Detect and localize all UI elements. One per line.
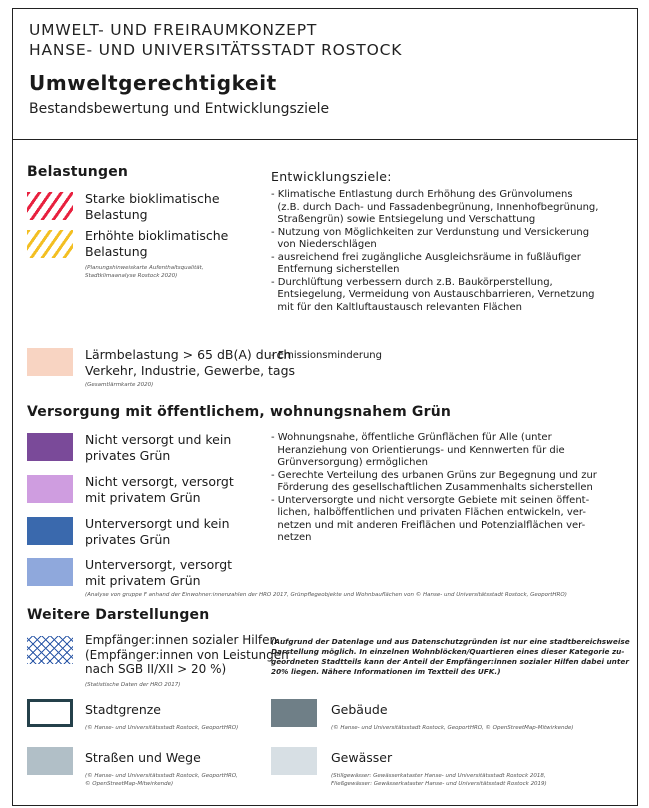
legend-frame: [12, 8, 638, 806]
versorgung-source: (Analyse von gruppe F anhand der Einwohner:innenzahlen der HRO 2017, Grünpflegeobjekte und Wohnbauflächen von © Hanse- und Universitätsstadt Rostock, GeoportHRO): [85, 592, 567, 598]
goal-item: - Durchlüftung verbessern durch z.B. Baukörperstellung, Entsiegelung, Vermeidung von Austauschbarrieren, Vernetzung mit für den Kaltluftaustausch relevanten Flächen: [271, 276, 595, 313]
city-title: HANSE- UND UNIVERSITÄTSSTADT ROSTOCK: [29, 41, 403, 59]
bioclimatic-source: (Planungshinweiskarte Aufenthaltsqualität, Stadtklimaanalyse Rostock 2020): [85, 265, 204, 279]
goal-item: - ausreichend frei zugängliche Ausgleichsräume in fußläufiger Entfernung sicherstellen: [271, 251, 581, 275]
versorgung-goals-list: [271, 432, 631, 545]
section-versorgung-heading: Versorgung mit öffentlichem, wohnungsnahem Grün: [27, 404, 452, 420]
elevated-bioclimatic-swatch: [27, 230, 73, 258]
strong-bioclimatic-swatch: [27, 192, 73, 220]
elevated-bioclimatic-label: Erhöhte bioklimatische Belastung: [85, 228, 229, 259]
undersupplied-private-swatch: [27, 558, 73, 586]
noise-label: Lärmbelastung > 65 dB(A) durch Verkehr, Industrie, Gewerbe, tags: [85, 347, 296, 378]
undersupplied-no-private-label: Unterversorgt und kein privates Grün: [85, 516, 230, 547]
building-label: Gebäude: [331, 702, 388, 717]
undersupplied-no-private-swatch: [27, 517, 73, 545]
goal-item: - Gerechte Verteilung des urbanen Grüns zur Begegnung und zur Förderung des gesellschaftlichen Zusammenhalts sicherstellen: [271, 469, 597, 493]
streets-source: (© Hanse- und Universitätsstadt Rostock, GeoportHRO, © OpenStreetMap-Mitwirkende): [85, 773, 238, 787]
goal-item: - Klimatische Entlastung durch Erhöhung des Grünvolumens (z.B. durch Dach- und Fassadenbegrünung, Innenhofbegrünung, Straßengrün) sowie Entsiegelung und Verschattung: [271, 189, 599, 225]
building-source: (© Hanse- und Universitätsstadt Rostock, GeoportHRO, © OpenStreetMap-Mitwirkende): [331, 725, 574, 731]
social-aid-note: (Aufgrund der Datenlage und aus Datenschutzgründen ist nur eine stadtbereichsweise Darstellung möglich. In einzelnen Wohnblöcken/Quartieren eines dieser Kategorie zu- geordneten Stadtteils kann der Anteil der Empfänger:innen sozialer Hilfen dabei unter 20% liegen. Nähere Informationen im Textteil des UFK.): [271, 637, 630, 676]
bioclimatic-goals-list: [271, 189, 631, 314]
concept-title: UMWELT- UND FREIRAUMKONZEPT: [29, 21, 318, 39]
section-belastungen-heading: Belastungen: [27, 164, 129, 180]
water-swatch: [271, 747, 317, 775]
social-aid-swatch: [27, 636, 73, 664]
not-supplied-private-swatch: [27, 475, 73, 503]
page-subtitle: Bestandsbewertung und Entwicklungsziele: [29, 101, 330, 117]
city-boundary-source: (© Hanse- und Universitätsstadt Rostock, GeoportHRO): [85, 725, 239, 731]
city-boundary-swatch: [27, 699, 73, 727]
legend-header: [13, 9, 637, 140]
social-aid-label: Empfänger:innen sozialer Hilfen (Empfänger:innen von Leistungen nach SGB II/XII > 20 %): [85, 633, 289, 676]
social-aid-source: (Statistische Daten der HRO 2017): [85, 682, 181, 688]
streets-label: Straßen und Wege: [85, 750, 201, 765]
streets-swatch: [27, 747, 73, 775]
noise-source: (Gesamtlärmkarte 2020): [85, 382, 154, 388]
section-weitere-heading: Weitere Darstellungen: [27, 607, 210, 623]
not-supplied-private-label: Nicht versorgt, versorgt mit privatem Grün: [85, 474, 234, 505]
goals-title: Entwicklungsziele:: [271, 169, 392, 184]
water-source: (Stillgewässer: Gewässerkataster Hanse- und Universitätsstadt Rostock 2018, Fließgewässer: Gewässerkataster Hanse- und Universitätsstadt Rostock 2019): [331, 773, 547, 787]
undersupplied-private-label: Unterversorgt, versorgt mit privatem Grün: [85, 557, 233, 588]
city-boundary-label: Stadtgrenze: [85, 702, 161, 717]
page-title: Umweltgerechtigkeit: [29, 71, 277, 95]
not-supplied-no-private-label: Nicht versorgt und kein privates Grün: [85, 432, 232, 463]
not-supplied-no-private-swatch: [27, 433, 73, 461]
goal-item: - Nutzung von Möglichkeiten zur Verdunstung und Versickerung von Niederschlägen: [271, 226, 590, 250]
noise-swatch: [27, 348, 73, 376]
goal-item: - Wohnungsnahe, öffentliche Grünflächen für Alle (unter Heranziehung von Orientierungs- und Kennwerten für die Grünversorgung) ermöglichen: [271, 432, 565, 468]
noise-goal: - Emissionsminderung: [271, 350, 382, 361]
water-label: Gewässer: [331, 750, 393, 765]
building-swatch: [271, 699, 317, 727]
goal-item: - Unterversorgte und nicht versorgte Gebiete mit seinen öffent- lichen, halböffentlichen und privaten Flächen entwickeln, ver- netzen und mit anderen Freiflächen und Potenzialflächen ver- netzen: [271, 494, 590, 543]
strong-bioclimatic-label: Starke bioklimatische Belastung: [85, 191, 220, 222]
